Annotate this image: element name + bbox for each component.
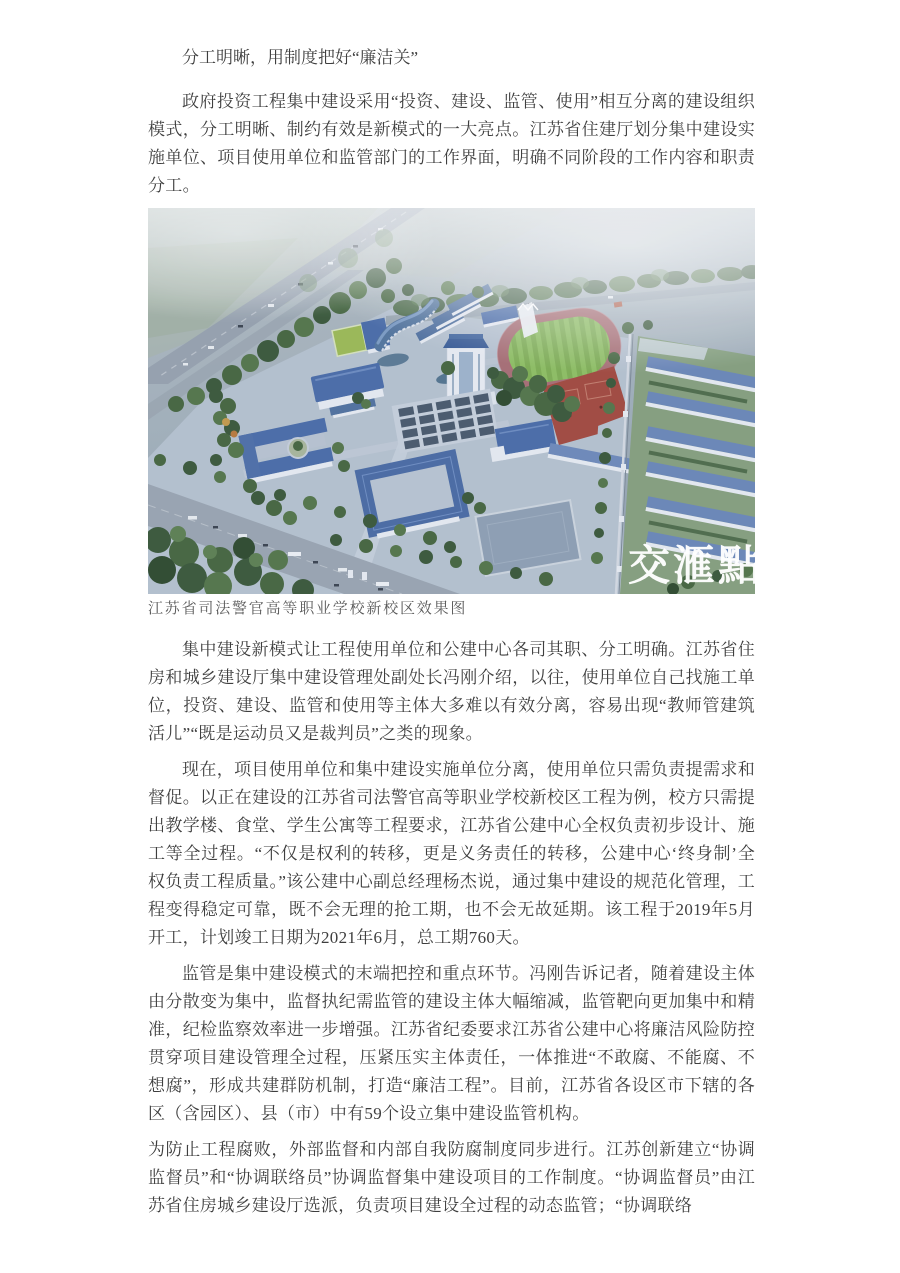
campus-figure bbox=[148, 208, 755, 618]
fog-overlay bbox=[148, 208, 755, 594]
lead-paragraph: 政府投资工程集中建设采用“投资、建设、监管、使用”相互分离的建设组织模式，分工明晰、制约有效是新模式的一大亮点。江苏省住建厅划分集中建设实施单位、项目使用单位和监管部门的工作界面，明确不同阶段的工作内容和职责分工。 bbox=[148, 92, 755, 195]
article-heading: 分工明晰，用制度把好“廉洁关” bbox=[182, 48, 419, 67]
body-paragraph: 现在，项目使用单位和集中建设实施单位分离，使用单位只需负责提需求和督促。以正在建设的江苏省司法警官高等职业学校新校区工程为例，校方只需提出教学楼、食堂、学生公寓等工程要求，江苏省公建中心全权负责初步设计、施工等全过程。“不仅是权利的转移，更是义务责任的转移，公建中心‘终身制’全权负责工程质量。”该公建中心副总经理杨杰说，通过集中建设的规范化管理，工程变得稳定可靠，既不会无理的抢工期，也不会无故延期。该工程于2019年5月开工，计划竣工日期为2021年6月，总工期760天。 bbox=[148, 760, 755, 947]
watermark-text: 交滙點 bbox=[628, 544, 755, 590]
article-content bbox=[148, 44, 755, 1228]
trailing-paragraph: 为防止工程腐败，外部监督和内部自我防腐制度同步进行。江苏创新建立“协调监督员”和“协调联络员”协调监督集中建设项目的工作制度。“协调监督员”由江苏省住房城乡建设厅选派，负责项目建设全过程的动态监管；“协调联络 bbox=[148, 1140, 755, 1215]
campus-rendering-image bbox=[148, 208, 755, 594]
body-paragraph: 监管是集中建设模式的末端把控和重点环节。冯刚告诉记者，随着建设主体由分散变为集中，监督执纪需监管的建设主体大幅缩减，监管靶向更加集中和精准，纪检监察效率进一步增强。江苏省纪委要求江苏省公建中心将廉洁风险防控贯穿项目建设管理全过程，压紧压实主体责任，一体推进“不敢腐、不能腐、不想腐”，形成共建群防机制，打造“廉洁工程”。目前，江苏省各设区市下辖的各区（含园区）、县（市）中有59个设立集中建设监管机构。 bbox=[148, 964, 755, 1123]
figure-caption: 江苏省司法警官高等职业学校新校区效果图 bbox=[148, 601, 468, 617]
body-paragraph: 集中建设新模式让工程使用单位和公建中心各司其职、分工明确。江苏省住房和城乡建设厅集中建设管理处副处长冯刚介绍，以往，使用单位自己找施工单位，投资、建设、监管和使用等主体大多难以有效分离，容易出现“教师管建筑活儿”“既是运动员又是裁判员”之类的现象。 bbox=[148, 640, 755, 743]
campus-rendering-illustration bbox=[148, 208, 755, 594]
